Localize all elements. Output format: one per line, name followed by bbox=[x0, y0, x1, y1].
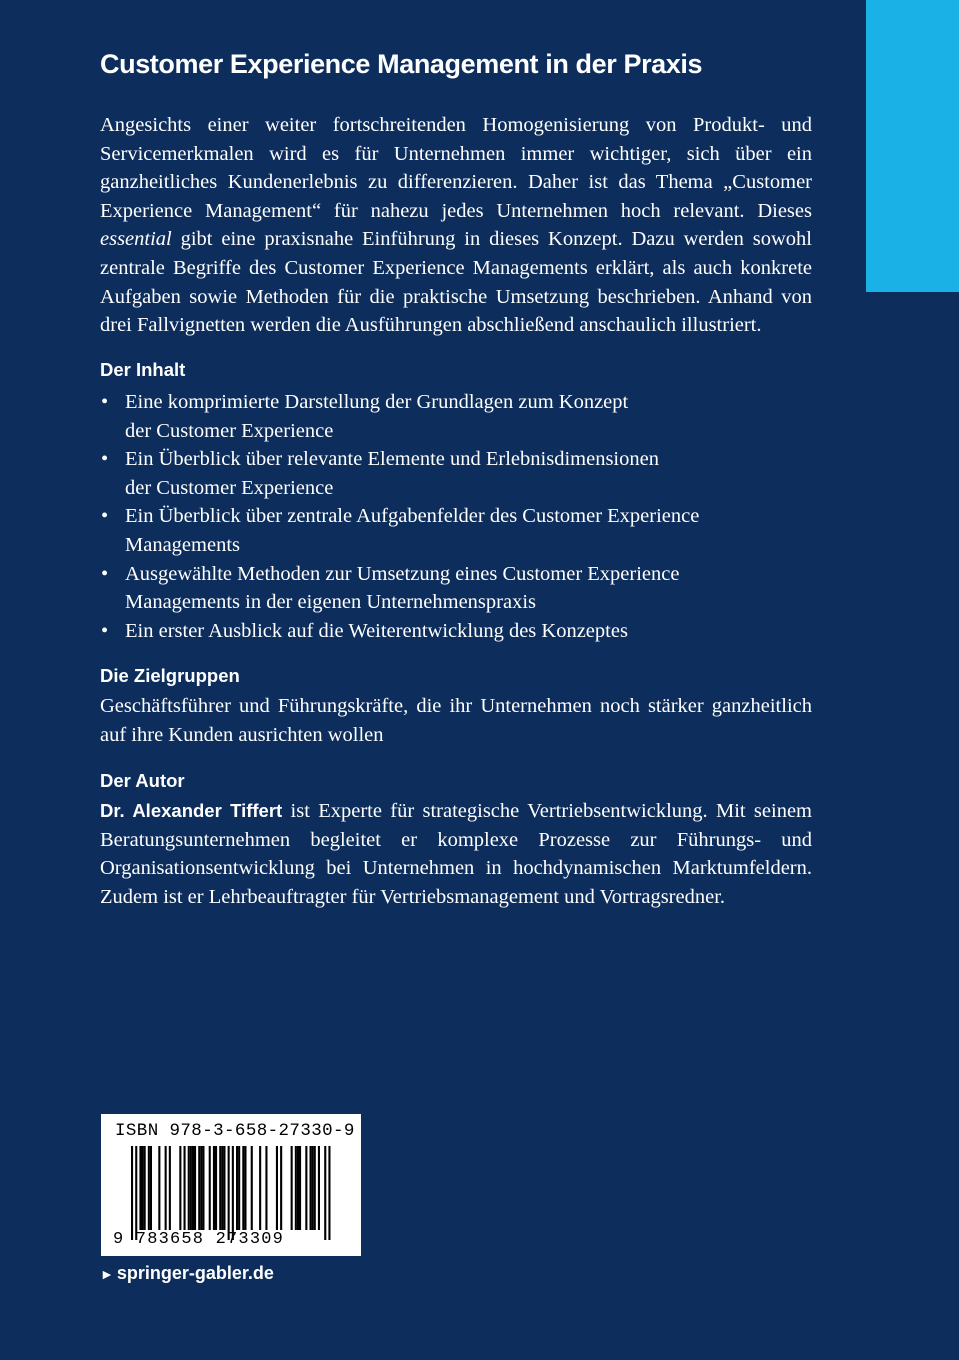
barcode-bar bbox=[209, 1146, 211, 1230]
barcode-bar bbox=[179, 1146, 181, 1230]
list-item-line: Managements bbox=[125, 533, 240, 556]
barcode-bar bbox=[192, 1146, 194, 1230]
list-item bbox=[100, 560, 812, 617]
list-item bbox=[100, 445, 812, 502]
barcode-bar bbox=[148, 1146, 150, 1230]
barcode-bar bbox=[190, 1146, 192, 1230]
barcode-bar bbox=[194, 1146, 196, 1230]
intro-emphasis: essential bbox=[100, 228, 172, 251]
barcode-bar bbox=[295, 1146, 297, 1230]
list-item-line: Managements in der eigenen Unternehmenspraxis bbox=[125, 591, 537, 614]
book-title: Customer Experience Management in der Praxis bbox=[100, 49, 703, 79]
intro-text-2: gibt eine praxisnahe Einführung in dieses Konzept. Dazu werden sowohl zentrale Begriffe des Customer Experience Managements erklärt, als auch konkrete Aufgaben sowie Methoden für die praktische Umsetzung beschrieben. Anhand von drei Fallvignetten werden die Ausführungen abschließend anschaulich illustriert. bbox=[100, 228, 812, 337]
barcode-bar bbox=[280, 1146, 282, 1230]
barcode-bar bbox=[228, 1146, 230, 1240]
barcode-bar bbox=[131, 1146, 133, 1240]
barcode-bar bbox=[198, 1146, 200, 1230]
content-list bbox=[100, 388, 812, 645]
list-item bbox=[100, 617, 812, 646]
intro-paragraph bbox=[100, 111, 812, 340]
barcode-bar bbox=[305, 1146, 307, 1230]
barcode-bar bbox=[259, 1146, 261, 1230]
barcode-bar bbox=[238, 1146, 240, 1230]
barcode-bar bbox=[165, 1146, 167, 1230]
isbn-barcode bbox=[101, 1114, 361, 1256]
list-item-line: Ausgewählte Methoden zur Umsetzung eines Customer Experience bbox=[125, 562, 680, 585]
barcode-bar bbox=[236, 1146, 238, 1230]
list-item-line: Ein Überblick über relevante Elemente und Erlebnisdimensionen bbox=[125, 448, 659, 471]
heading-inhalt: Der Inhalt bbox=[100, 359, 186, 380]
barcode-bar bbox=[169, 1146, 171, 1230]
barcode-bar bbox=[202, 1146, 204, 1230]
barcode-bar bbox=[223, 1146, 225, 1230]
barcode-bar bbox=[221, 1146, 223, 1230]
barcode-bar bbox=[232, 1146, 234, 1240]
publisher-url: springer-gabler.de bbox=[116, 1263, 274, 1283]
barcode-bar bbox=[184, 1146, 186, 1230]
author-name: Dr. Alexander Tiffert bbox=[100, 800, 283, 821]
author-bio: ist Experte für strategische Vertriebsentwicklung. Mit seinem Beratungsunternehmen begleitet er komplexe Prozesse zur Führungs- und Organisationsentwicklung bei Unternehmen in hochdynamischen Marktumfeldern. Zudem ist er Lehrbeauftragter für Vertriebsmanagement und Vortragsredner. bbox=[100, 800, 812, 908]
barcode-bar bbox=[324, 1146, 326, 1240]
bullet-symbol: • bbox=[101, 619, 109, 642]
intro-text-1: Angesichts einer weiter fortschreitenden Homogenisierung von Produkt- und Servicemerkmalen wird es für Unternehmen immer wichtiger, sich über ein ganzheitliches Kundenerlebnis zu differenzieren. Daher ist das Thema „Customer Experience Management“ für nahezu jedes Unternehmen hoch relevant. Dieses bbox=[100, 114, 812, 222]
list-item-line: der Customer Experience bbox=[125, 419, 334, 442]
list-item-line: Ein erster Ausblick auf die Weiterentwicklung des Konzeptes bbox=[125, 619, 628, 642]
autor-paragraph bbox=[100, 797, 812, 911]
list-item-line: Ein Überblick über zentrale Aufgabenfelder des Customer Experience bbox=[125, 505, 700, 528]
bullet-symbol: • bbox=[101, 448, 109, 471]
barcode-bar bbox=[328, 1146, 330, 1240]
barcode-bar bbox=[299, 1146, 301, 1230]
arrow-icon: ► bbox=[100, 1266, 114, 1282]
list-item-line: Eine komprimierte Darstellung der Grundlagen zum Konzept bbox=[125, 391, 629, 413]
heading-zielgruppen: Die Zielgruppen bbox=[100, 665, 240, 686]
barcode-bar bbox=[242, 1146, 244, 1230]
accent-bar bbox=[866, 0, 959, 292]
heading-autor: Der Autor bbox=[100, 770, 185, 791]
barcode-bar bbox=[314, 1146, 316, 1230]
barcode-bar bbox=[291, 1146, 293, 1230]
barcode-bar bbox=[158, 1146, 160, 1230]
bullet-symbol: • bbox=[101, 391, 109, 413]
bullet-symbol: • bbox=[101, 562, 109, 585]
barcode-bar bbox=[219, 1146, 221, 1230]
barcode-bar bbox=[142, 1146, 144, 1230]
barcode-bar bbox=[276, 1146, 278, 1230]
barcode-bar bbox=[265, 1146, 267, 1230]
barcode-bar bbox=[251, 1146, 253, 1230]
barcode-bar bbox=[297, 1146, 299, 1230]
barcode-bar bbox=[144, 1146, 146, 1230]
barcode-bar bbox=[310, 1146, 312, 1230]
publisher-link[interactable] bbox=[100, 1261, 274, 1286]
list-item bbox=[100, 388, 812, 445]
barcode-bar bbox=[215, 1146, 217, 1230]
barcode-bar bbox=[139, 1146, 141, 1230]
barcode-bar bbox=[200, 1146, 202, 1230]
barcode-bar bbox=[318, 1146, 320, 1230]
barcode-bar bbox=[244, 1146, 246, 1230]
barcode-bar bbox=[312, 1146, 314, 1230]
bullet-symbol: • bbox=[101, 505, 109, 528]
barcode-bar bbox=[135, 1146, 137, 1240]
list-item-line: der Customer Experience bbox=[125, 476, 334, 499]
barcode-bar bbox=[213, 1146, 215, 1230]
isbn-label: ISBN 978-3-658-27330-9 bbox=[115, 1121, 355, 1141]
zielgruppen-text: Geschäftsführer und Führungskräfte, die ihr Unternehmen noch stärker ganzheitlich auf ihre Kunden ausrichten wollen bbox=[100, 695, 812, 746]
barcode-bar bbox=[188, 1146, 190, 1230]
barcode-bar bbox=[150, 1146, 152, 1230]
ean-digits: 9 783658 273309 bbox=[113, 1230, 285, 1249]
list-item bbox=[100, 502, 812, 559]
